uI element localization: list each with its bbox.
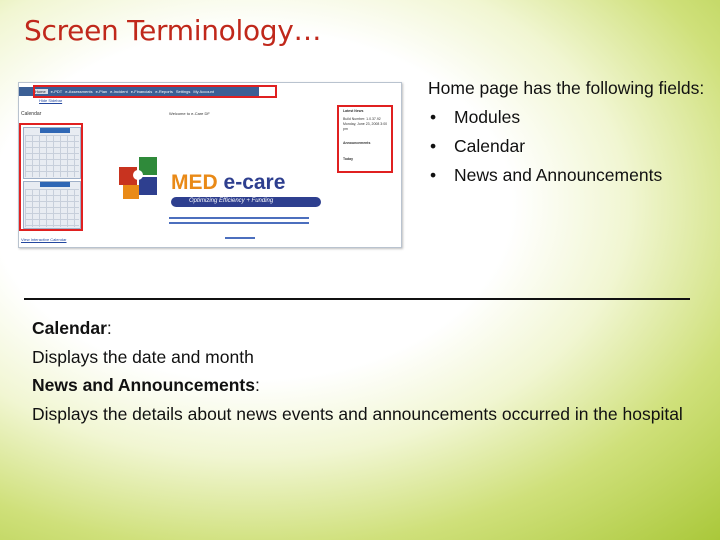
calendar-term-line	[32, 314, 692, 343]
news-title: Latest News	[343, 109, 364, 113]
announcements-title: Announcements	[343, 141, 371, 145]
footer-line	[169, 222, 309, 224]
modules-highlight	[33, 85, 277, 98]
welcome-heading: Welcome to e-Care DF	[169, 111, 210, 116]
calendar-term: Calendar	[32, 318, 107, 338]
slide-title: Screen Terminology…	[24, 14, 322, 47]
logo-med: MED	[171, 171, 218, 194]
descriptions	[32, 314, 692, 428]
nav-item-account: My Account	[193, 89, 214, 94]
field-news: • News and Announcements	[428, 161, 708, 190]
divider	[24, 298, 690, 300]
home-page-screenshot	[18, 82, 402, 248]
news-line: Build Number: 1.0.37.92	[343, 117, 381, 121]
nav-item-pdt: e-PDT	[50, 89, 63, 94]
puzzle-logo-icon	[117, 153, 163, 203]
fields-intro: Home page has the following fields:	[428, 78, 705, 98]
news-line: Monday, June 23, 2008 3:00	[343, 122, 388, 126]
footer-link	[225, 237, 255, 239]
nav-item-reports: e-Reports	[155, 89, 173, 94]
nav-item-settings: Settings	[175, 89, 191, 94]
hide-sidebar-link: Hide Sidebar	[39, 98, 63, 103]
field-modules: • Modules	[428, 103, 708, 132]
logo-wordmark	[171, 171, 285, 195]
nav-item-home: Home	[35, 89, 46, 94]
news-term-line	[32, 371, 692, 400]
calendar-link: View Interactive Calendar	[21, 237, 67, 242]
calendar-colon: :	[106, 318, 112, 338]
nav-item-incident: e-Incident	[110, 89, 128, 94]
news-description: Displays the details about news events and announcements occurred in the hospital	[32, 403, 683, 424]
news-line: pm	[343, 127, 348, 131]
today-label: Today	[343, 157, 354, 161]
nav-item-plan: e-Plan	[95, 89, 108, 94]
news-highlight	[337, 105, 393, 173]
nav-item-financials: e-Financials	[130, 89, 153, 94]
tagline: Optimizing Efficiency + Funding	[189, 198, 274, 204]
fields-list	[428, 74, 708, 190]
news-term: News and Announcements	[32, 375, 255, 395]
news-colon: :	[255, 375, 260, 395]
nav-item-assessments: e-Assessments	[65, 89, 93, 94]
footer-line	[169, 217, 309, 219]
field-calendar: • Calendar	[428, 132, 708, 161]
calendar-highlight	[19, 123, 83, 231]
logo-ecare: e-care	[223, 171, 286, 194]
calendar-heading: Calendar	[21, 111, 42, 117]
calendar-description: Displays the date and month	[32, 346, 254, 367]
